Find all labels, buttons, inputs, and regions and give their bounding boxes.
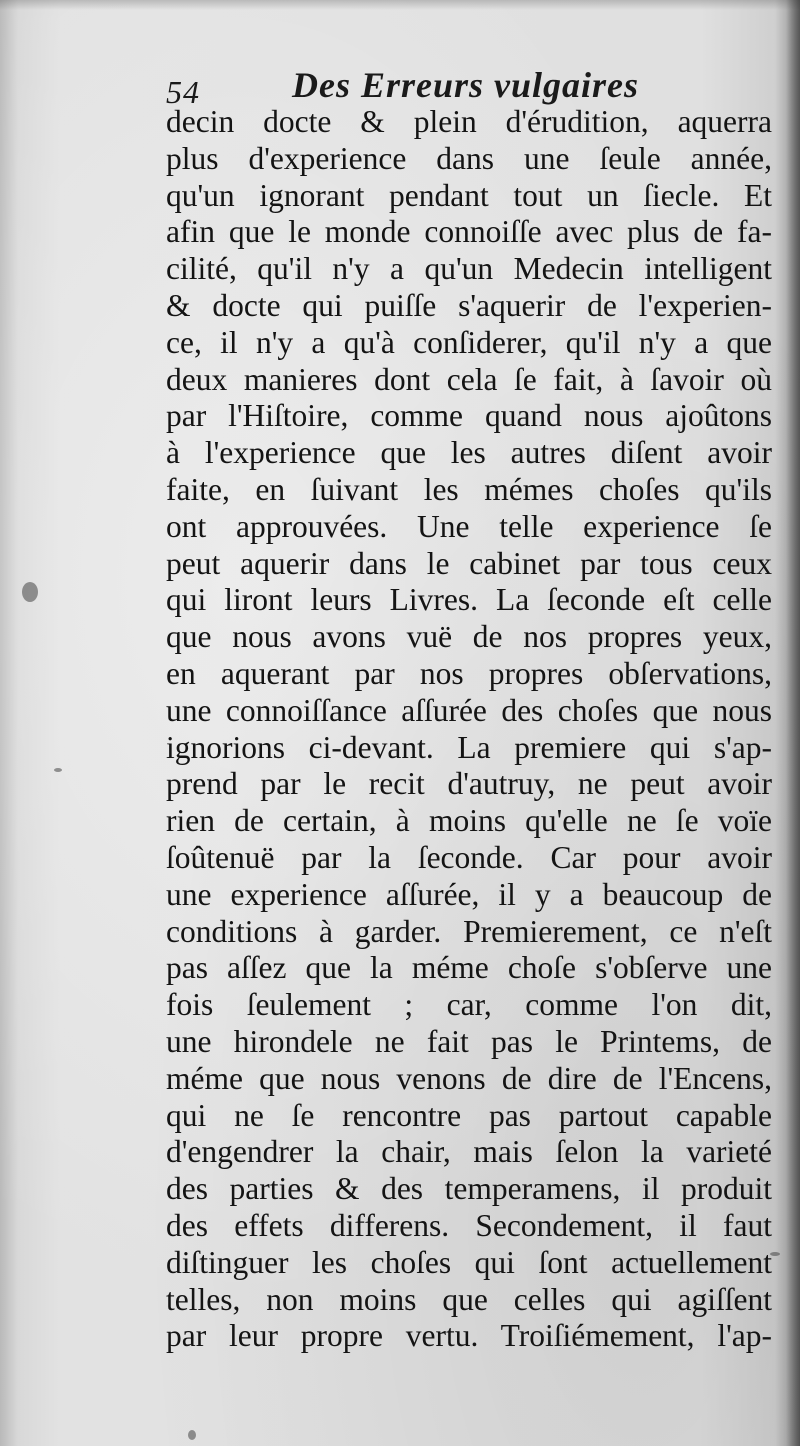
- text-line: rien de certain, à moins qu'elle ne ſe voïe: [166, 803, 772, 839]
- text-line: cilité, qu'il n'y a qu'un Medecin intelligent: [166, 251, 772, 287]
- text-line: peut aquerir dans le cabinet par tous ceux: [166, 545, 772, 581]
- text-line: plus d'experience dans une ſeule année,: [166, 140, 772, 176]
- text-line: qu'un ignorant pendant tout un ſiecle. Et: [166, 177, 772, 213]
- text-line: afin que le monde connoiſſe avec plus de fa-: [166, 214, 772, 250]
- text-line: & docte qui puiſſe s'aquerir de l'experien-: [166, 287, 772, 323]
- text-line: d'engendrer la chair, mais ſelon la varieté: [166, 1134, 772, 1170]
- text-line: que nous avons vuë de nos propres yeux,: [166, 619, 772, 655]
- page-header: [160, 60, 660, 108]
- text-line: diſtinguer les choſes qui ſont actuellement: [166, 1244, 772, 1280]
- ink-blot: [188, 1430, 196, 1440]
- text-line: à l'experience que les autres diſent avoir: [166, 435, 772, 471]
- text-line: des parties & des temperamens, il produit: [166, 1171, 772, 1207]
- text-line: ce, il n'y a qu'à conſiderer, qu'il n'y a que: [166, 324, 772, 360]
- body-text: [166, 104, 772, 1355]
- text-line: par leur propre vertu. Troiſiémement, l'ap-: [166, 1318, 772, 1354]
- text-line: des effets differens. Secondement, il faut: [166, 1207, 772, 1243]
- text-line: méme que nous venons de dire de l'Encens,: [166, 1060, 772, 1096]
- text-line: qui ne ſe rencontre pas partout capable: [166, 1097, 772, 1133]
- page-number: 54: [166, 74, 200, 110]
- text-line: telles, non moins que celles qui agiſſent: [166, 1281, 772, 1317]
- text-line: faite, en ſuivant les mémes choſes qu'ils: [166, 471, 772, 507]
- text-line: ont approuvées. Une telle experience ſe: [166, 508, 772, 544]
- text-line: une connoiſſance aſſurée des choſes que nous: [166, 692, 772, 728]
- text-line: deux manieres dont cela ſe fait, à ſavoir où: [166, 361, 772, 397]
- text-line: fois ſeulement ; car, comme l'on dit,: [166, 987, 772, 1023]
- text-line: conditions à garder. Premierement, ce n'eſt: [166, 913, 772, 949]
- page-top-shadow: [0, 0, 800, 10]
- text-line: ignorions ci-devant. La premiere qui s'ap-: [166, 729, 772, 765]
- text-line: par l'Hiſtoire, comme quand nous ajoûtons: [166, 398, 772, 434]
- page-gutter-shadow: [786, 0, 800, 1446]
- text-line: qui liront leurs Livres. La ſeconde eſt celle: [166, 582, 772, 618]
- text-line: pas aſſez que la méme choſe s'obſerve une: [166, 950, 772, 986]
- ink-blot: [22, 582, 38, 602]
- text-line: ſoûtenuë par la ſeconde. Car pour avoir: [166, 839, 772, 875]
- text-line: decin docte & plein d'érudition, aquerra: [166, 104, 772, 139]
- running-title: Des Erreurs vulgaires: [292, 65, 640, 105]
- text-line: prend par le recit d'autruy, ne peut avoir: [166, 766, 772, 802]
- text-line: une hirondele ne fait pas le Printems, de: [166, 1023, 772, 1059]
- text-line: une experience aſſurée, il y a beaucoup de: [166, 876, 772, 912]
- text-line: en aquerant par nos propres obſervations,: [166, 655, 772, 691]
- ink-blot: [54, 768, 62, 772]
